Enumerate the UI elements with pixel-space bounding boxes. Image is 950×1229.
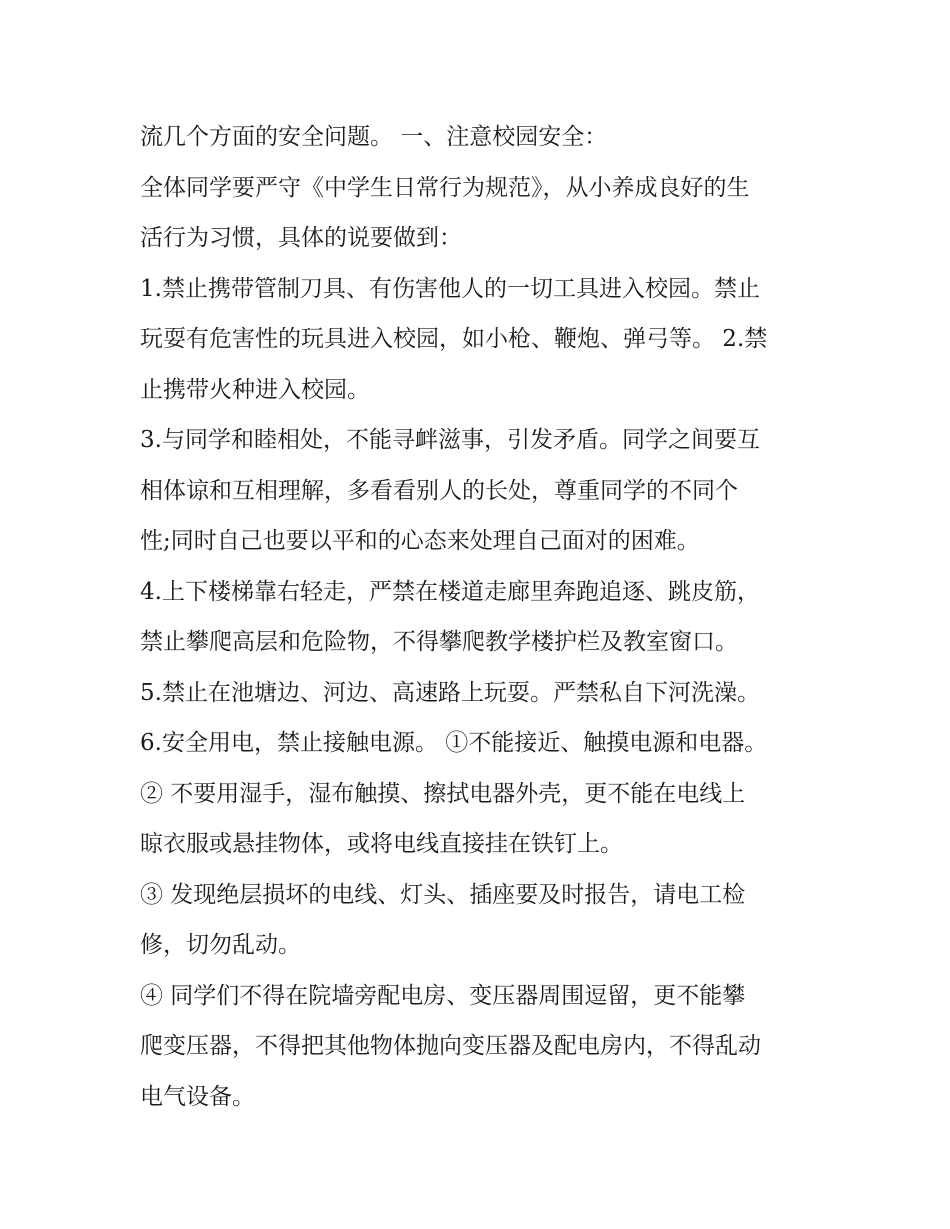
text-line: 玩耍有危害性的玩具进入校园，如小枪、鞭炮、弹弓等。 2.禁 — [140, 326, 768, 352]
text-line: 晾衣服或悬挂物体，或将电线直接挂在铁钉上。 — [140, 831, 623, 857]
body-text — [140, 112, 820, 1122]
text-line: 爬变压器，不得把其他物体抛向变压器及配电房内，不得乱动 — [140, 1033, 761, 1059]
text-line: 性;同时自己也要以平和的心态来处理自己面对的困难。 — [140, 528, 700, 554]
text-line: 5.禁止在池塘边、河边、高速路上玩耍。严禁私自下河洗澡。 — [140, 679, 760, 706]
text-line: 全体同学要严守《中学生日常行为规范》，从小养成良好的生 — [140, 174, 750, 201]
text-line: 止携带火种进入校园。 — [140, 376, 370, 403]
text-line: 电气设备。 — [140, 1083, 255, 1110]
text-line: 4.上下楼梯靠右轻走，严禁在楼道走廊里奔跑追逐、跳皮筋， — [140, 578, 760, 605]
text-line: 修，切勿乱动。 — [140, 932, 301, 958]
text-line: ② 不要用湿手，湿布触摸、擦拭电器外壳，更不能在电线上 — [140, 780, 746, 807]
text-line: ③ 发现绝层损坏的电线、灯头、插座要及时报告，请电工检 — [140, 881, 746, 908]
text-line: ④ 同学们不得在院墙旁配电房、变压器周围逗留，更不能攀 — [140, 982, 746, 1009]
text-line: 流几个方面的安全问题。 一、注意校园安全： — [140, 124, 608, 150]
text-line: 活行为习惯，具体的说要做到： — [140, 225, 462, 251]
text-line: 1.禁止携带管制刀具、有伤害他人的一切工具进入校园。禁止 — [140, 275, 760, 302]
text-line: 禁止攀爬高层和危险物，不得攀爬教学楼护栏及教室窗口。 — [140, 629, 738, 655]
text-line: 3.与同学和睦相处，不能寻衅滋事，引发矛盾。同学之间要互 — [140, 427, 760, 453]
text-line: 相体谅和互相理解，多看看别人的长处，尊重同学的不同个 — [140, 477, 738, 504]
text-line: 6.安全用电，禁止接触电源。 ①不能接近、触摸电源和电器。 — [140, 730, 768, 756]
